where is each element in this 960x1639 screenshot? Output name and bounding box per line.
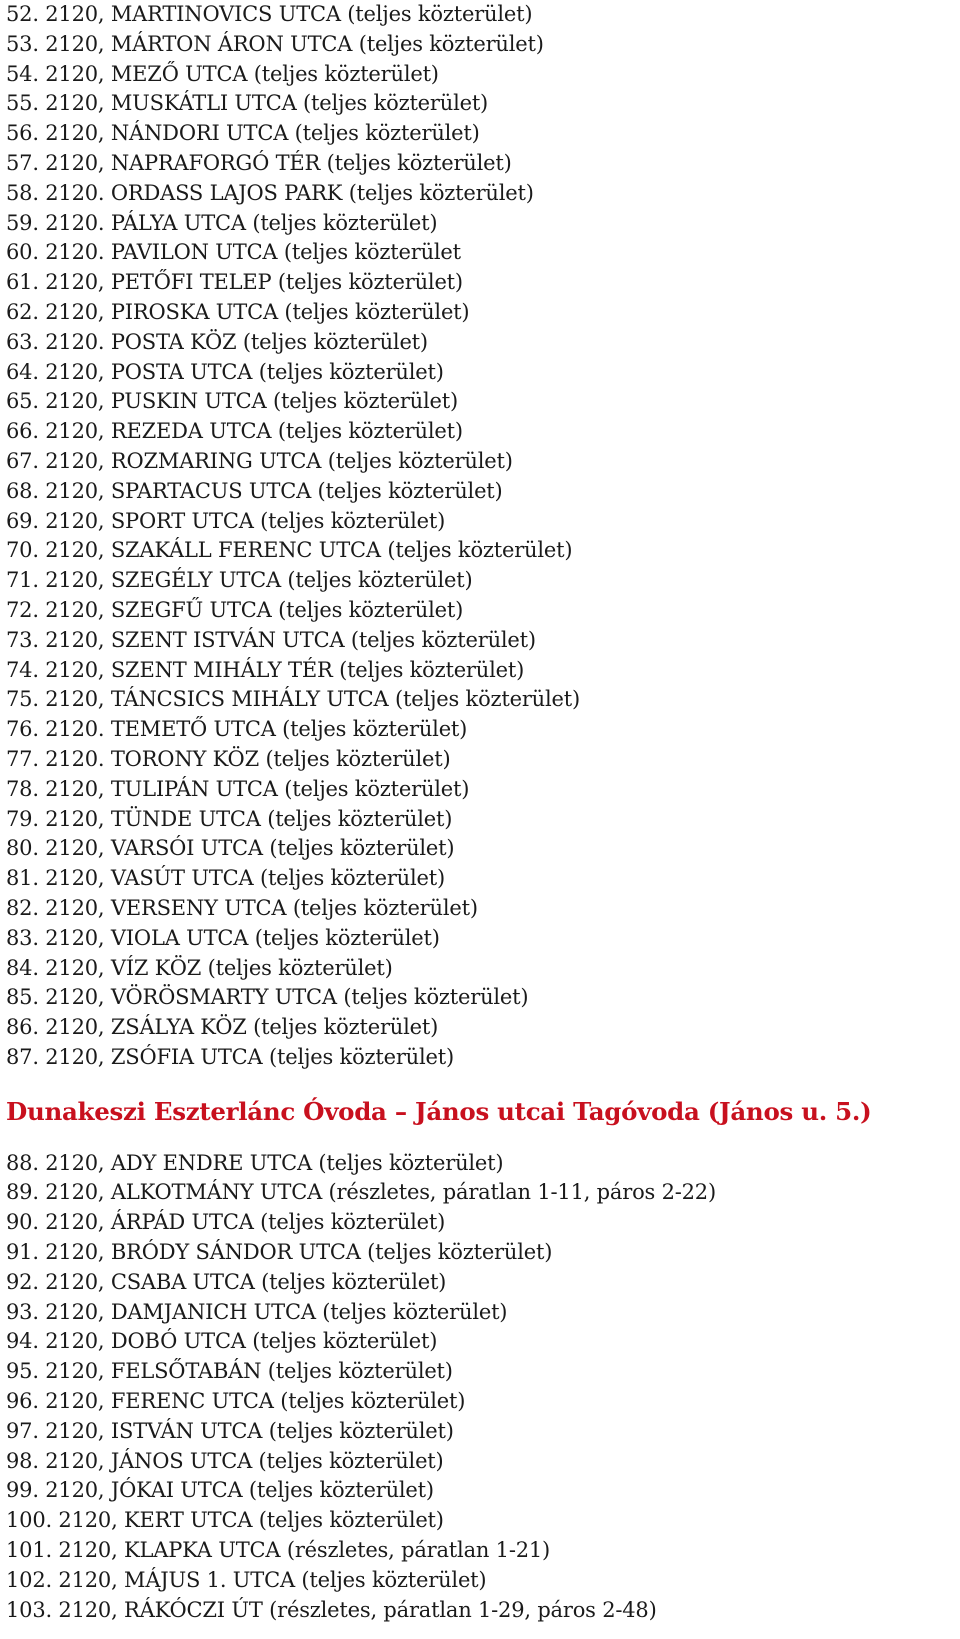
list-item: 102. 2120, MÁJUS 1. UTCA (teljes közterület) — [6, 1567, 487, 1592]
section-heading: Dunakeszi Eszterlánc Óvoda – János utcai Tagóvoda (János u. 5.) — [6, 1096, 872, 1126]
list-item: 61. 2120, PETŐFI TELEP (teljes közterület) — [6, 270, 463, 295]
list-item: 93. 2120, DAMJANICH UTCA (teljes közterület) — [6, 1299, 508, 1324]
list-item: 53. 2120, MÁRTON ÁRON UTCA (teljes közterület) — [6, 31, 544, 56]
document-page — [6, 0, 956, 1625]
list-item: 84. 2120, VÍZ KÖZ (teljes közterület) — [6, 955, 393, 980]
list-item: 86. 2120, ZSÁLYA KÖZ (teljes közterület) — [6, 1015, 439, 1040]
list-item: 96. 2120, FERENC UTCA (teljes közterület) — [6, 1389, 466, 1414]
list-item: 59. 2120. PÁLYA UTCA (teljes közterület) — [6, 210, 438, 235]
list-item: 57. 2120, NAPRAFORGÓ TÉR (teljes közterület) — [6, 150, 512, 175]
list-item: 82. 2120, VERSENY UTCA (teljes közterület) — [6, 895, 478, 920]
list-item: 76. 2120. TEMETŐ UTCA (teljes közterület) — [6, 717, 468, 742]
list-item: 68. 2120, SPARTACUS UTCA (teljes közterület) — [6, 478, 503, 503]
list-item: 72. 2120, SZEGFŰ UTCA (teljes közterület) — [6, 597, 464, 622]
list-item: 69. 2120, SPORT UTCA (teljes közterület) — [6, 508, 446, 533]
list-item: 90. 2120, ÁRPÁD UTCA (teljes közterület) — [6, 1210, 446, 1235]
list-item: 66. 2120, REZEDA UTCA (teljes közterület) — [6, 419, 463, 444]
street-list-jano-utcai — [6, 1149, 956, 1626]
list-item: 67. 2120, ROZMARING UTCA (teljes közterület) — [6, 448, 513, 473]
list-item: 101. 2120, KLAPKA UTCA (részletes, páratlan 1-21) — [6, 1538, 551, 1563]
list-item: 60. 2120. PAVILON UTCA (teljes közterület — [6, 240, 461, 265]
list-item: 92. 2120, CSABA UTCA (teljes közterület) — [6, 1269, 447, 1294]
list-item: 87. 2120, ZSÓFIA UTCA (teljes közterület) — [6, 1044, 454, 1069]
list-item: 83. 2120, VIOLA UTCA (teljes közterület) — [6, 925, 440, 950]
list-item: 56. 2120, NÁNDORI UTCA (teljes közterület) — [6, 121, 480, 146]
list-item: 62. 2120, PIROSKA UTCA (teljes közterület) — [6, 299, 470, 324]
list-item: 58. 2120. ORDASS LAJOS PARK (teljes közterület) — [6, 180, 534, 205]
list-item: 70. 2120, SZAKÁLL FERENC UTCA (teljes közterület) — [6, 538, 573, 563]
list-item: 100. 2120, KERT UTCA (teljes közterület) — [6, 1508, 444, 1533]
list-item: 91. 2120, BRÓDY SÁNDOR UTCA (teljes közterület) — [6, 1240, 553, 1265]
list-item: 64. 2120, POSTA UTCA (teljes közterület) — [6, 359, 444, 384]
list-item: 95. 2120, FELSŐTABÁN (teljes közterület) — [6, 1359, 453, 1384]
list-item: 65. 2120, PUSKIN UTCA (teljes közterület) — [6, 389, 458, 414]
list-item: 103. 2120, RÁKÓCZI ÚT (részletes, páratlan 1-29, páros 2-48) — [6, 1597, 657, 1622]
list-item: 75. 2120, TÁNCSICS MIHÁLY UTCA (teljes közterület) — [6, 687, 580, 712]
list-item: 74. 2120, SZENT MIHÁLY TÉR (teljes közterület) — [6, 657, 525, 682]
list-item: 63. 2120. POSTA KÖZ (teljes közterület) — [6, 329, 428, 354]
list-item: 81. 2120, VASÚT UTCA (teljes közterület) — [6, 866, 445, 891]
list-item: 88. 2120, ADY ENDRE UTCA (teljes közterület) — [6, 1150, 504, 1175]
list-item: 94. 2120, DOBÓ UTCA (teljes közterület) — [6, 1329, 438, 1354]
list-item: 97. 2120, ISTVÁN UTCA (teljes közterület) — [6, 1418, 454, 1443]
list-item: 89. 2120, ALKOTMÁNY UTCA (részletes, páratlan 1-11, páros 2-22) — [6, 1180, 716, 1205]
list-item: 55. 2120, MUSKÁTLI UTCA (teljes közterület) — [6, 91, 489, 116]
list-item: 52. 2120, MARTINOVICS UTCA (teljes közterület) — [6, 2, 533, 26]
list-item: 80. 2120, VARSÓI UTCA (teljes közterület) — [6, 836, 455, 861]
list-item: 54. 2120, MEZŐ UTCA (teljes közterület) — [6, 61, 439, 86]
list-item: 77. 2120. TORONY KÖZ (teljes közterület) — [6, 746, 451, 771]
street-list-primary — [6, 0, 956, 1073]
list-item: 99. 2120, JÓKAI UTCA (teljes közterület) — [6, 1478, 434, 1503]
list-item: 73. 2120, SZENT ISTVÁN UTCA (teljes közterület) — [6, 627, 536, 652]
list-item: 71. 2120, SZEGÉLY UTCA (teljes közterület) — [6, 568, 473, 593]
list-item: 79. 2120, TÜNDE UTCA (teljes közterület) — [6, 806, 453, 831]
list-item: 98. 2120, JÁNOS UTCA (teljes közterület) — [6, 1448, 444, 1473]
list-item: 85. 2120, VÖRÖSMARTY UTCA (teljes közterület) — [6, 985, 529, 1010]
list-item: 78. 2120, TULIPÁN UTCA (teljes közterület) — [6, 776, 470, 801]
